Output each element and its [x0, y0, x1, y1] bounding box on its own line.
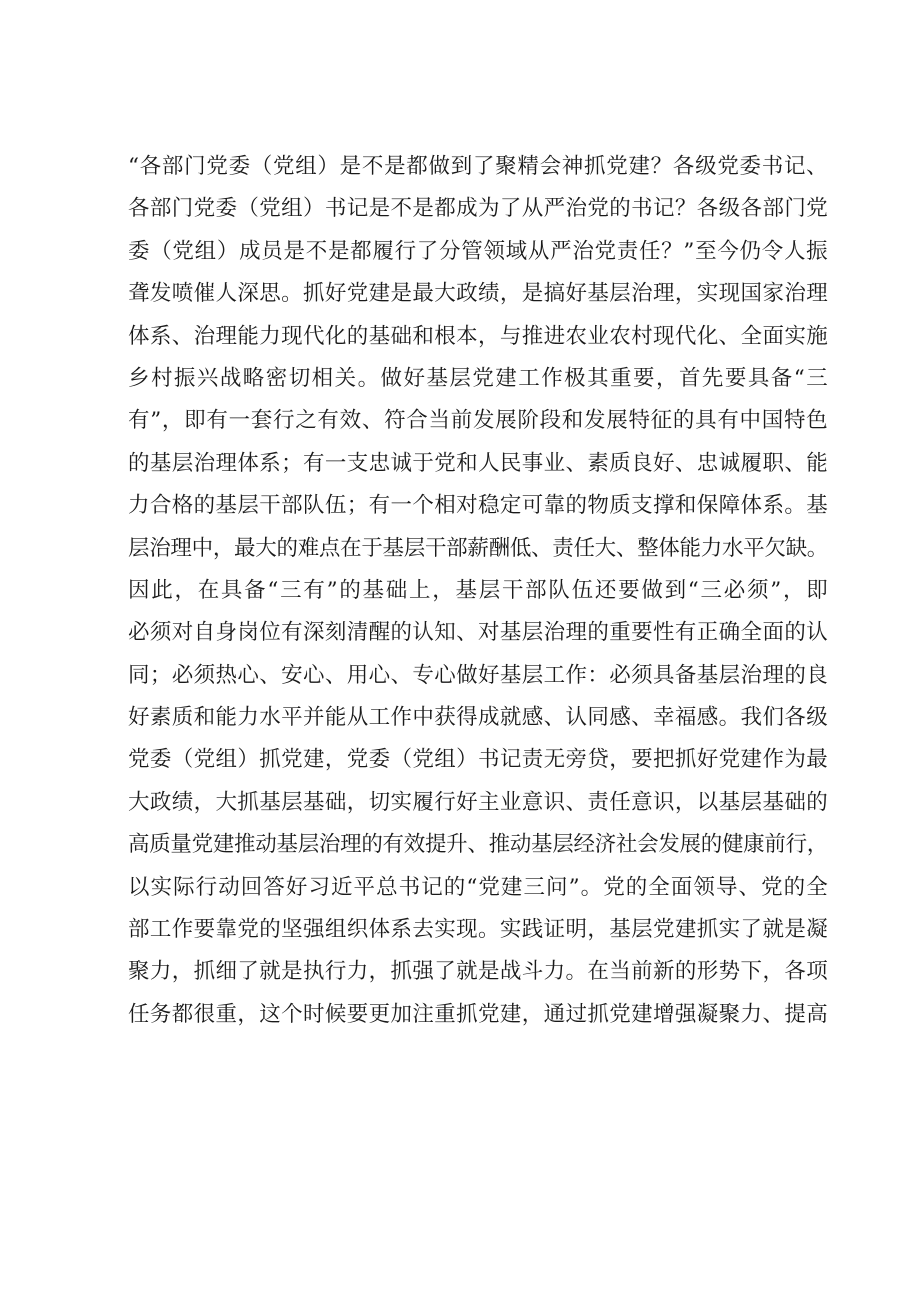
text-line: “各部门党委（党组）是不是都做到了聚精会神抓党建？各级党委书记、 — [128, 154, 828, 179]
text-line: 同；必须热心、安心、用心、专心做好基层工作：必须具备基层治理的良 — [128, 662, 828, 688]
text-line: 层治理中，最大的难点在于基层干部薪酬低、责任大、整体能力水平欠缺。 — [128, 535, 828, 561]
text-line: 的基层治理体系；有一支忠诚于党和人民事业、素质良好、忠诚履职、能 — [128, 450, 828, 476]
text-line: 因此，在具备“三有”的基础上，基层干部队伍还要做到“三必须”，即 — [128, 577, 828, 603]
text-line: 任务都很重，这个时候要更加注重抓党建，通过抓党建增强凝聚力、提高 — [128, 1001, 828, 1027]
text-line: 力合格的基层干部队伍；有一个相对稳定可靠的物质支撑和保障体系。基 — [128, 493, 828, 519]
text-line: 有”，即有一套行之有效、符合当前发展阶段和发展特征的具有中国特色 — [128, 408, 828, 434]
text-line: 以实际行动回答好习近平总书记的“党建三问”。党的全面领导、党的全 — [128, 874, 828, 900]
text-line: 体系、治理能力现代化的基础和根本，与推进农业农村现代化、全面实施 — [128, 323, 828, 349]
text-line: 乡村振兴战略密切相关。做好基层党建工作极其重要，首先要具备“三 — [128, 365, 828, 391]
body-paragraph — [128, 146, 828, 1036]
text-line: 好素质和能力水平并能从工作中获得成就感、认同感、幸福感。我们各级 — [128, 705, 828, 731]
text-line: 聋发喷催人深思。抓好党建是最大政绩，是搞好基层治理，实现国家治理 — [128, 281, 828, 307]
text-line: 聚力，抓细了就是执行力，抓强了就是战斗力。在当前新的形势下，各项 — [128, 959, 828, 985]
text-line: 党委（党组）抓党建，党委（党组）书记责无旁贷，要把抓好党建作为最 — [128, 747, 828, 773]
text-line: 委（党组）成员是不是都履行了分管领域从严治党责任？”至今仍令人振 — [128, 238, 828, 264]
text-line: 各部门党委（党组）书记是不是都成为了从严治党的书记？各级各部门党 — [128, 196, 828, 222]
text-line: 必须对自身岗位有深刻清醒的认知、对基层治理的重要性有正确全面的认 — [128, 620, 828, 646]
text-line: 高质量党建推动基层治理的有效提升、推动基层经济社会发展的健康前行， — [128, 832, 828, 858]
text-line: 部工作要靠党的坚强组织体系去实现。实践证明，基层党建抓实了就是凝 — [128, 917, 828, 943]
text-line: 大政绩，大抓基层基础，切实履行好主业意识、责任意识，以基层基础的 — [128, 789, 828, 815]
